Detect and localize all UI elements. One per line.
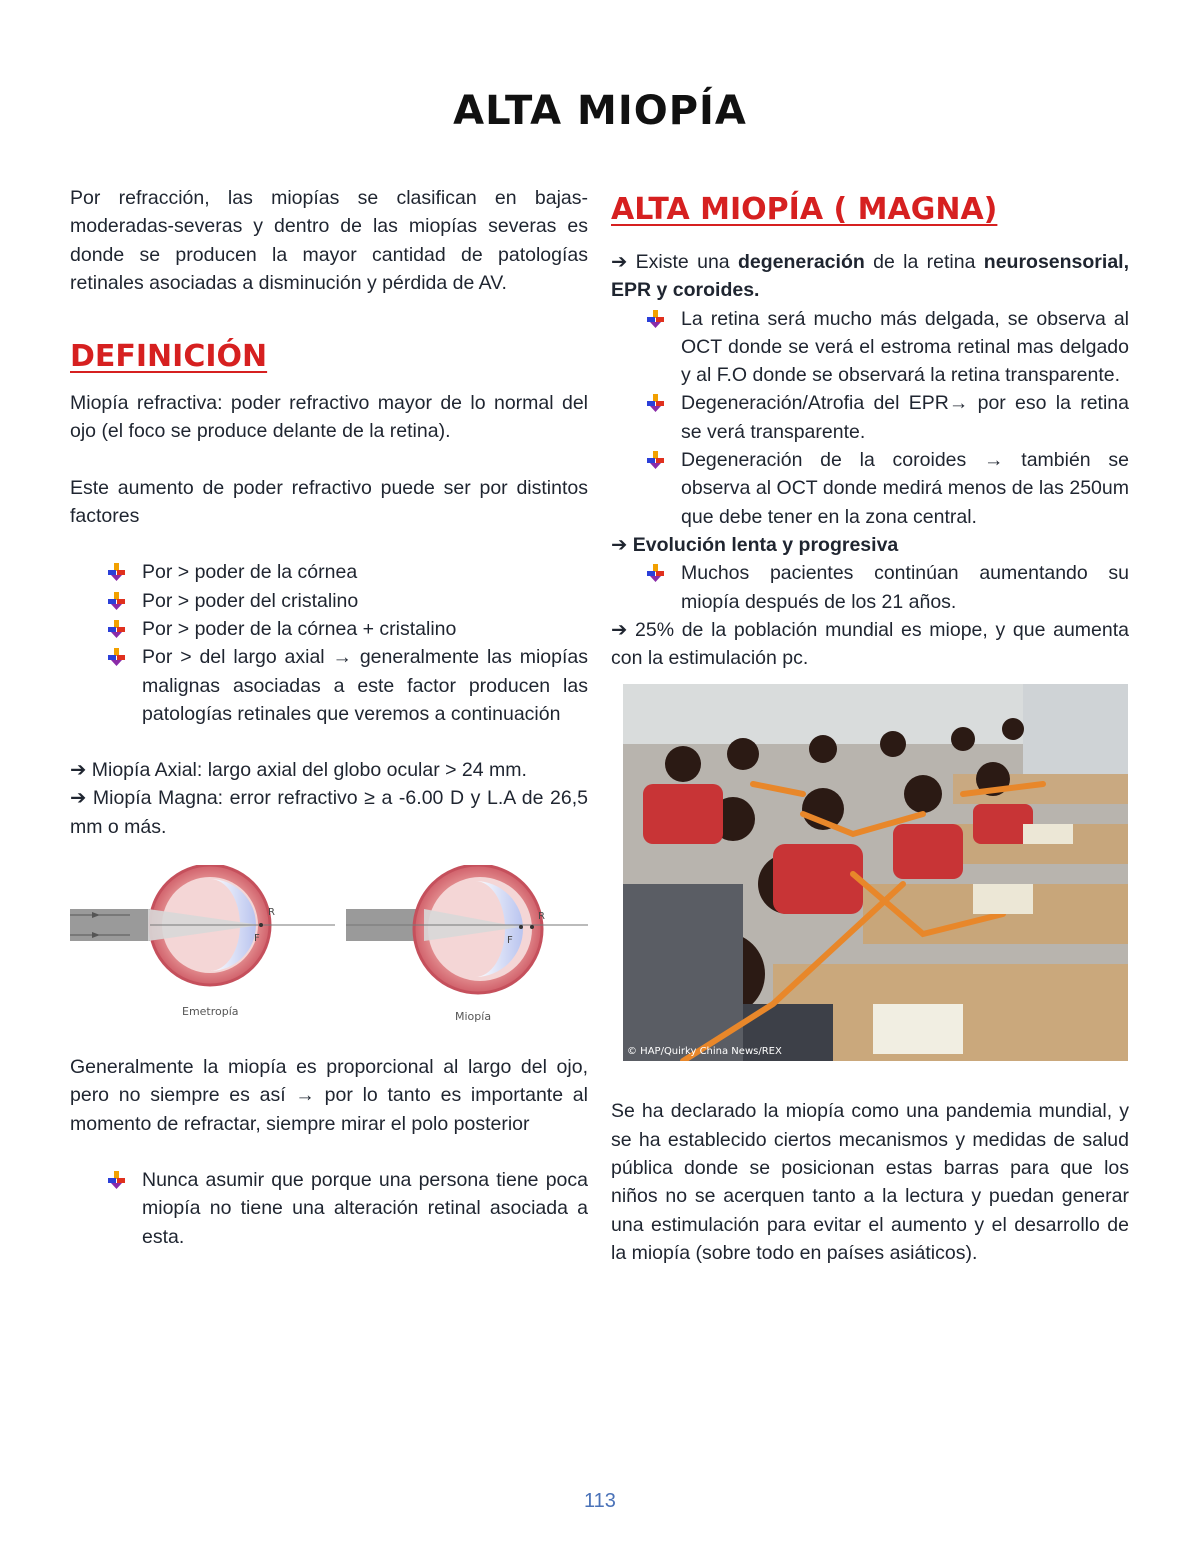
list-item: Por > del largo axial → generalmente las miopías malignas asociadas a este factor producen las patologías retinales que veremos a continuación (70, 643, 588, 728)
pandemic-paragraph: Se ha declarado la miopía como una pandemia mundial, y se ha establecido ciertos mecanismos y medidas de salud pública donde se posicionan estas barras para que los niños no se acerquen tanto a la lectura y puedan generar una estimulación para evitar el aumento y el desarrollo de la miopía (sobre todo en países asiáticos). (611, 1100, 1129, 1264)
multicolor-arrow-down-icon (647, 451, 664, 469)
list-item: Por > poder del cristalino (70, 587, 588, 615)
list-item: Degeneración/Atrofia del EPR→ por eso la retina se verá transparente. (611, 389, 1129, 446)
degeneration-paragraph: ➔ Existe una degeneración de la retina neurosensorial, EPR y coroides. (611, 251, 1129, 302)
degeneration-list (611, 305, 1129, 531)
evolution-line: ➔ Evolución lenta y progresiva (611, 533, 899, 556)
right-column (611, 190, 1129, 1267)
multicolor-arrow-down-icon (108, 563, 125, 581)
factors-intro: Este aumento de poder refractivo puede ser por distintos factores (70, 476, 588, 528)
magna-myopia-line: ➔ Miopía Magna: error refractivo ≥ a -6.00 D y L.A de 26,5 mm o más. (70, 787, 588, 838)
alta-miopia-heading: ALTA MIOPÍA ( MAGNA) (611, 192, 998, 227)
definition-text: Miopía refractiva: poder refractivo mayor de lo normal del ojo (el foco se produce delante de la retina). (70, 392, 588, 443)
intro-paragraph: Por refracción, las miopías se clasifican en bajas-moderadas-severas y dentro de las miopías severas es donde se producen la mayor cantidad de patologías retinales asociadas a disminución y pérdida de AV. (70, 187, 588, 294)
eye-comparison-figure (70, 865, 588, 1025)
left-column (70, 184, 588, 1251)
list-item: Degeneración de la coroides → también se observa al OCT donde medirá menos de las 250um que debe tener en la zona central. (611, 446, 1129, 531)
note-list (70, 1166, 588, 1251)
multicolor-arrow-down-icon (647, 310, 664, 328)
photo-credit: © HAP/Quirky China News/REX (627, 1046, 782, 1058)
label-f: F (254, 933, 260, 945)
list-item: La retina será mucho más delgada, se observa al OCT donde se verá el estroma retinal mas delgado y al F.O donde se observará la retina transparente. (611, 305, 1129, 390)
page-title: ALTA MIOPÍA (453, 88, 747, 134)
multicolor-arrow-down-icon (108, 620, 125, 638)
emmetropia-eye-diagram (70, 865, 335, 1018)
list-item: Por > poder de la córnea + cristalino (70, 615, 588, 643)
list-item: Muchos pacientes continúan aumentando su miopía después de los 21 años. (611, 559, 1129, 616)
myopia-label: Miopía (455, 1010, 492, 1024)
page-number: 113 (584, 1490, 616, 1512)
factors-list (70, 558, 588, 728)
population-paragraph: ➔ 25% de la población mundial es miope, y que aumenta con la estimulación pc. (611, 618, 1129, 670)
axial-myopia-line: ➔ Miopía Axial: largo axial del globo ocular > 24 mm. (70, 759, 527, 782)
emmetropia-label: Emetropía (182, 1005, 239, 1019)
list-item: Por > poder de la córnea (70, 558, 588, 586)
multicolor-arrow-down-icon (108, 648, 125, 666)
evolution-list (611, 559, 1129, 616)
multicolor-arrow-down-icon (108, 1171, 125, 1189)
label-r: R (268, 907, 275, 919)
list-item: Nunca asumir que porque una persona tiene poca miopía no tiene una alteración retinal asociada a esta. (70, 1166, 588, 1251)
multicolor-arrow-down-icon (647, 394, 664, 412)
label-r: R (538, 911, 545, 923)
definition-heading: DEFINICIÓN (70, 339, 268, 375)
multicolor-arrow-down-icon (647, 564, 664, 582)
classroom-photo (623, 684, 1128, 1061)
multicolor-arrow-down-icon (108, 592, 125, 610)
label-f: F (507, 935, 513, 947)
myopia-eye-diagram (346, 865, 588, 1023)
proportional-paragraph: Generalmente la miopía es proporcional al largo del ojo, pero no siempre es así → por lo tanto es importante al momento de refractar, siempre mirar el polo posterior (70, 1056, 588, 1135)
